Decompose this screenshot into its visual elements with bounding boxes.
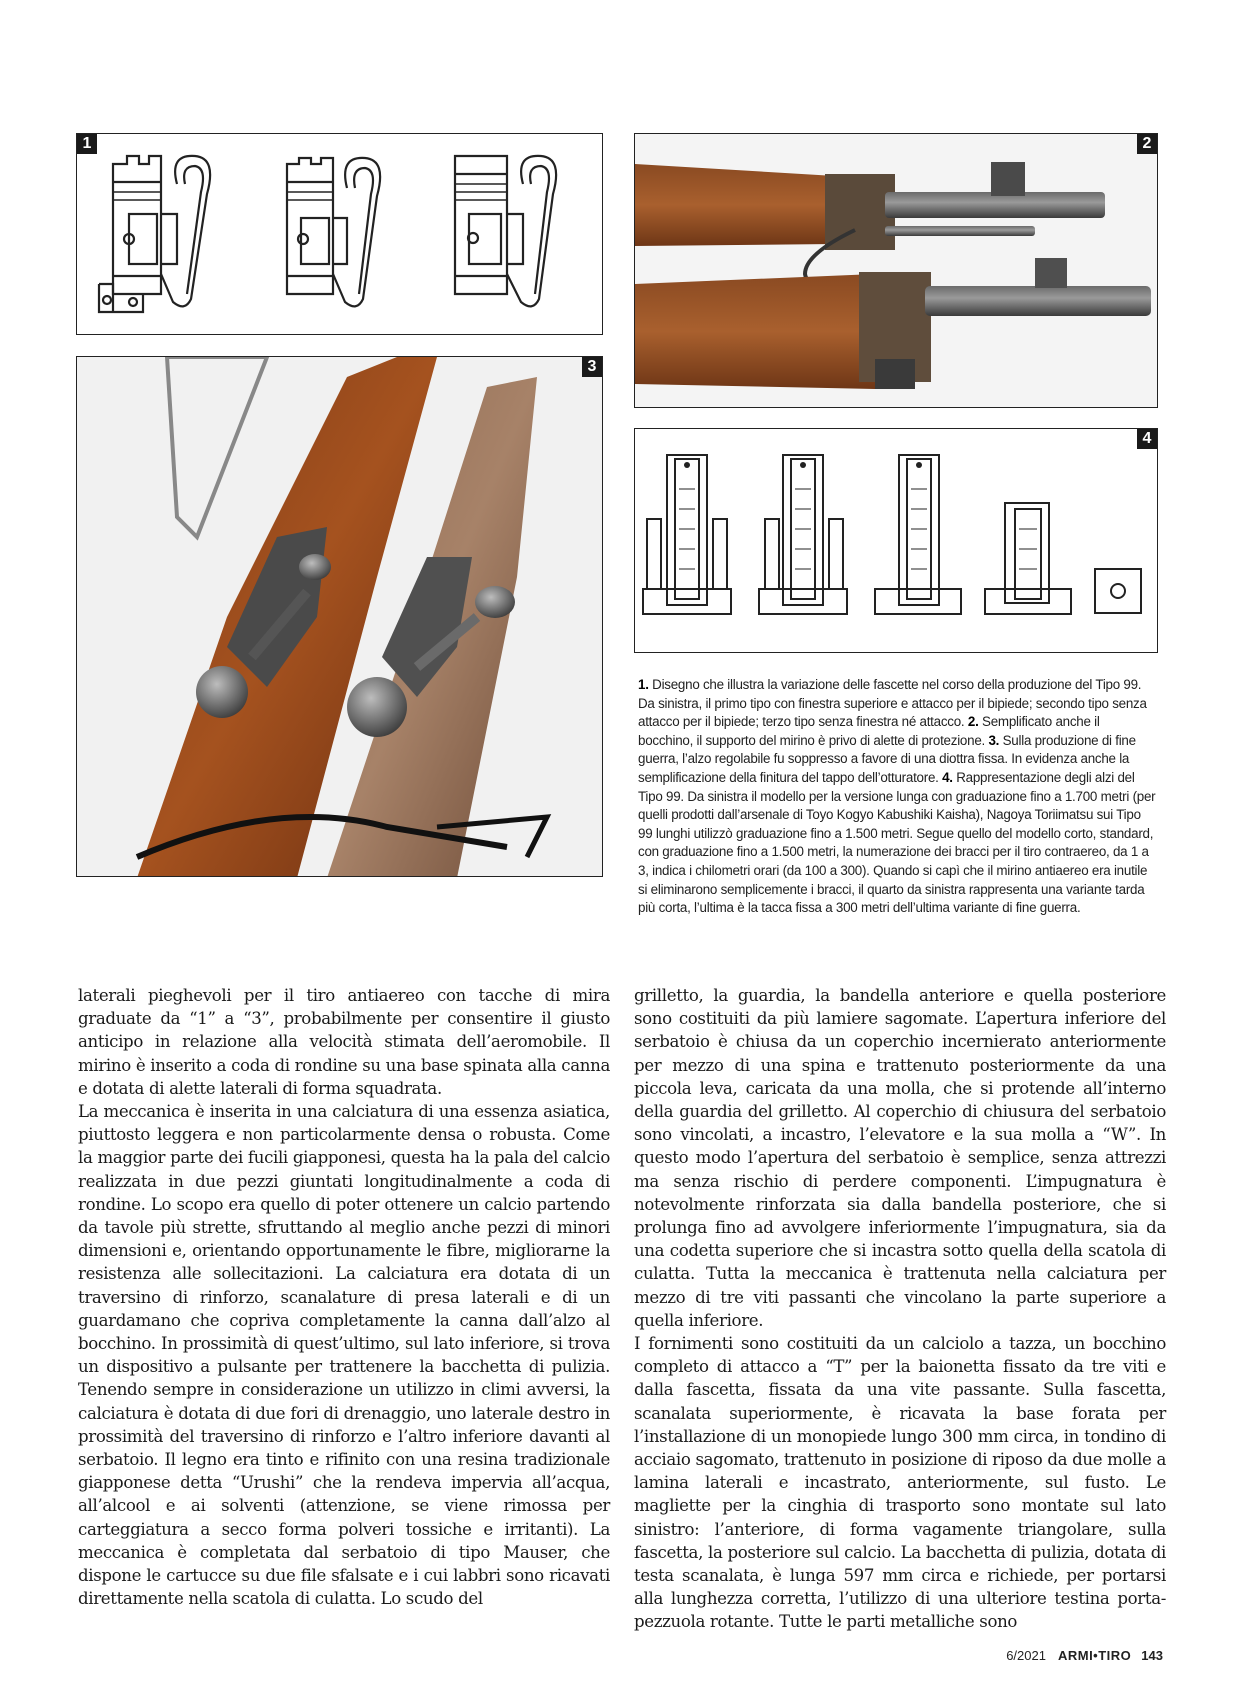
body-paragraph: I fornimenti sono costituiti da un calciolo a tazza, un bocchino completo di attacco a “T” per la baionetta fissato da tre viti e dalla fascetta, fissata da una vite passante. Sulla fascetta, scanalata superiormente, è ricavata la base forata per l’installazione di un monopiede lungo 300 mm circa, in tondino di acciaio sagomato, trattenuto in posizione di riposo da due molle a lamina laterali e incastrato, anteriormente, sul fusto. Le magliette per la cinghia di trasporto sono montate sul lato sinistro: l’anteriore, di forma vagamente triangolare, sulla fascetta, la posteriore sul calcio. La bacchetta di pulizia, dotata di testa scanalata, è lunga 597 mm circa e richiede, per portarsi alla lunghezza corretta, l’utilizzo di una ulteriore testina porta-pezzuola rotante. Tutte le parti metalliche sono (634, 1334, 1166, 1632)
caption-text-1: Disegno che illustra la variazione delle fascette nel corso della produzione del Tipo 99. Da sinistra, il primo tipo con finestra superiore e attacco per il bipiede; secondo tipo senza attacco per il bipiede; terzo tipo senza finestra né attacco. (638, 677, 1147, 730)
caption-num-2: 2. (967, 714, 979, 730)
band-drawing-svg (77, 134, 603, 335)
figure-1-number: 1 (77, 134, 97, 154)
caption-text-4: Rappresentazione degli alzi del Tipo 99. Da sinistra il modello per la versione lunga con graduazione fino a 1.700 metri (per quelli prodotti dall’arsenale di Toyo Kogyo Kabushiki Kaisha), Nagoya Toriimatsu sui Tipo 99 lunghi utilizzò graduazione fino a 1.500 metri. Segue quello del modello corto, standard, con graduazione fino a 1.500 metri, la numerazione dei bracci per il tiro contraereo, da 1 a 3, indica i chilometri orari (da 100 a 300). Quando si capì che il mirino antiaereo era inutile si eliminarono semplicemente i bracci, il quarto da sinistra rappresenta una variante tarda più corta, l’ultima è la tacca fissa a 300 metri dell’ultima variante di fine guerra. (638, 769, 1156, 916)
figure-2-muzzle-photo (634, 133, 1158, 408)
muzzle-photo-svg (635, 134, 1158, 408)
figure-1-band-drawing (76, 133, 603, 335)
page-number: 143 (1141, 1648, 1163, 1663)
body-column-left (78, 984, 610, 1610)
sight-drawing-svg (635, 429, 1158, 653)
body-column-right (634, 984, 1166, 1634)
figure-caption (638, 676, 1158, 918)
receiver-photo-svg (77, 357, 603, 877)
figure-3-number: 3 (582, 357, 602, 377)
magazine-brand: ARMI•TIRO (1057, 1648, 1132, 1663)
body-paragraph: La meccanica è inserita in una calciatura di una essenza asiatica, piuttosto leggera e non particolarmente densa o robusta. Come la maggior parte dei fucili giapponesi, questa ha la pala del calcio realizzata in due pezzi giuntati longitudinalmente a coda di rondine. Lo scopo era quello di poter ottenere un calcio partendo da tavole più strette, sfruttando al meglio anche pezzi di minori dimensioni e, orientando opportunamente le fibre, migliorarne la resistenza alle sollecitazioni. La calciatura era dotata di un traversino di rinforzo, scanalature di presa laterali e di un guardamano che copriva completamente la canna dall’alzo al bocchino. In prossimità di quest’ultimo, sul lato inferiore, si trova un dispositivo a pulsante per trattenere la bacchetta di pulizia. Tenendo sempre in considerazione un utilizzo in climi avversi, la calciatura è dotata di due fori di drenaggio, uno laterale destro in prossimità del traversino di rinforzo e l’altro inferiore davanti al serbatoio. Il legno era tinto e rifinito con una resina tradizionale giapponese detta “Urushi” che la rendeva impervia all’acqua, all’alcool e ai solventi (attenzione, se viene rimossa per carteggiatura a secco forma polveri tossiche e irritanti). La meccanica è completata dal serbatoio di tipo Mauser, che dispone le cartucce su due file sfalsate e i cui labbri sono ricavati direttamente nella scatola di culatta. Lo scudo del (78, 1102, 610, 1609)
page-footer (1006, 1648, 1163, 1663)
figure-4-sight-drawing (634, 428, 1158, 653)
issue-number: 6/2021 (1006, 1648, 1046, 1663)
caption-num-1: 1. (638, 677, 649, 692)
caption-num-3: 3. (988, 732, 1000, 748)
caption-text-3: Sulla produzione di fine guerra, l’alzo regolabile fu soppresso a favore di una diottra fissa. In evidenza anche la semplificazione della finitura del tappo dell’otturatore. (638, 732, 1136, 785)
caption-text-2: Semplificato anche il bocchino, il supporto del mirino è privo di alette di protezione. (638, 714, 1100, 748)
figure-2-number: 2 (1137, 134, 1157, 154)
body-paragraph: grilletto, la guardia, la bandella anteriore e quella posteriore sono costituiti da più lamiere sagomate. L’apertura inferiore del serbatoio è chiusa da un coperchio incernierato anteriormente per mezzo di una spina e trattenuto posteriormente da una piccola leva, caricata da una molla, che si protende all’interno della guardia del grilletto. Al coperchio di chiusura del serbatoio sono vincolati, a incastro, l’elevatore e la sua molla a “W”. In questo modo l’apertura del serbatoio è semplice, senza attrezzi ma senza rischio di perdere componenti. L’impugnatura è notevolmente rinforzata sia dalla bandella posteriore, che si prolunga fino ad avvolgere inferiormente l’impugnatura, sia da una codetta superiore che si incastra sotto quella della scatola di culatta. Tutta la meccanica è trattenuta nella calciatura per mezzo di tre viti passanti che vincolano la parte superiore a quella inferiore. (634, 986, 1166, 1330)
caption-num-4: 4. (942, 769, 953, 785)
figure-4-number: 4 (1137, 429, 1157, 449)
figure-3-receiver-photo (76, 356, 603, 877)
body-paragraph: laterali pieghevoli per il tiro antiaereo con tacche di mira graduate da “1” a “3”, probabilmente per consentire il giusto anticipo in relazione alla velocità stimata dell’aeromobile. Il mirino è inserito a coda di rondine su una base spinata alla canna e dotata di alette laterali di forma squadrata. (78, 986, 610, 1098)
